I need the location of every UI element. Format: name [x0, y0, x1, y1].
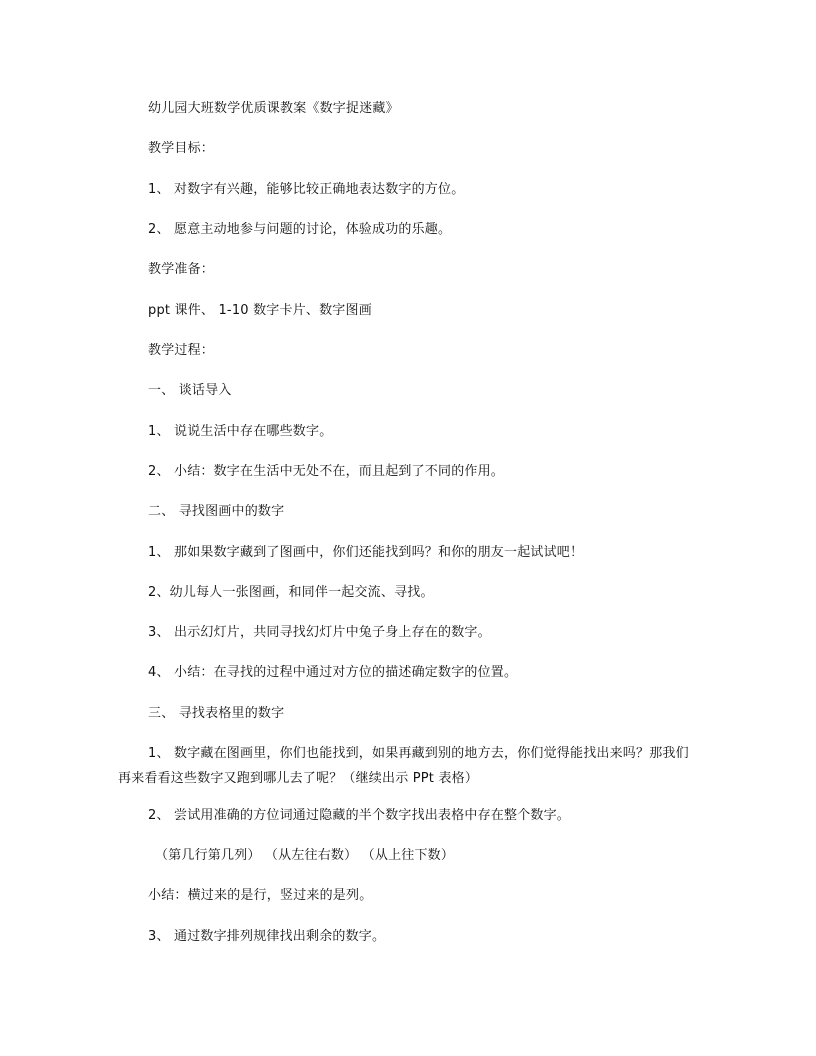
section-3-item-2: 2、 尝试用准确的方位词通过隐藏的半个数字找出表格中存在整个数字。 [148, 808, 571, 823]
section-1-item-1: 1、 说说生活中存在哪些数字。 [148, 424, 333, 439]
goals-heading: 教学目标： [148, 141, 215, 156]
prep-items: ppt 课件、 1-10 数字卡片、数字图画 [148, 303, 372, 318]
goal-item-1: 1、 对数字有兴趣，能够比较正确地表达数字的方位。 [148, 182, 465, 197]
section-1-heading: 一、 谈话导入 [148, 383, 232, 398]
process-heading: 教学过程： [148, 343, 215, 358]
section-3-note: （第几行第几列） （从左往右数） （从上往下数） [155, 848, 455, 863]
section-2-item-3: 3、 出示幻灯片，共同寻找幻灯片中兔子身上存在的数字。 [148, 625, 491, 640]
document-title: 幼儿园大班数学优质课教案《数字捉迷藏》 [148, 101, 399, 116]
section-2-item-4: 4、 小结：在寻找的过程中通过对方位的描述确定数字的位置。 [148, 665, 518, 680]
section-1-item-2: 2、 小结：数字在生活中无处不在，而且起到了不同的作用。 [148, 464, 505, 479]
section-2-item-2: 2、幼儿每人一张图画，和同伴一起交流、寻找。 [148, 585, 434, 600]
section-2-item-1: 1、 那如果数字藏到了图画中，你们还能找到吗？和你的朋友一起试试吧！ [148, 545, 584, 560]
prep-heading: 教学准备： [148, 262, 215, 277]
section-3-summary: 小结：横过来的是行，竖过来的是列。 [148, 888, 373, 903]
goal-item-2: 2、 愿意主动地参与问题的讨论，体验成功的乐趣。 [148, 222, 452, 237]
section-3-item-3: 3、 通过数字排列规律找出剩余的数字。 [148, 929, 386, 944]
section-3-heading: 三、 寻找表格里的数字 [148, 706, 285, 721]
section-3-item-1: 1、 数字藏在图画里，你们也能找到，如果再藏到别的地方去，你们觉得能找出来吗？那我们再来看看这些数字又跑到哪儿去了呢？（继续出示 PPt 表格） [118, 746, 689, 786]
section-2-heading: 二、 寻找图画中的数字 [148, 504, 285, 519]
